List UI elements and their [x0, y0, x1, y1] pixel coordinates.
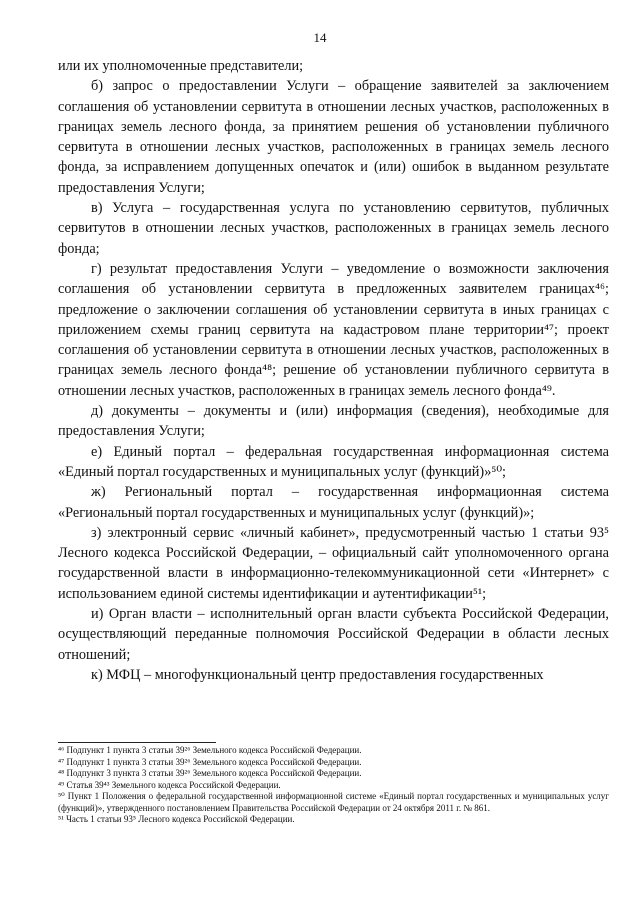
paragraph-i: и) Орган власти – исполнительный орган власти субъекта Российской Федерации, осуществляющий переданные полномочия Российской Федерации в области лесных отношений;: [58, 606, 609, 663]
footnotes: [58, 745, 609, 826]
footnote-separator: [58, 742, 216, 743]
footnote-47: ⁴⁷ Подпункт 1 пункта 3 статьи 39²⁶ Земельного кодекса Российской Федерации.: [58, 756, 362, 767]
paragraph-d: д) документы – документы и (или) информация (сведения), необходимые для предоставления Услуги;: [58, 403, 609, 440]
footnote-48: ⁴⁸ Подпункт 3 пункта 3 статьи 39²⁶ Земельного кодекса Российской Федерации.: [58, 768, 362, 778]
paragraph-continuation: или их уполномоченные представители;: [58, 58, 304, 74]
footnote-46: ⁴⁶ Подпункт 1 пункта 3 статьи 39²⁶ Земельного кодекса Российской Федерации.: [58, 745, 362, 755]
paragraph-g: г) результат предоставления Услуги – уведомление о возможности заключения соглашения об установлении сервитута в предложенных заявителем границах⁴⁶; предложение о заключении соглашения об установлении сервитута в иных границах с приложением схемы границ сервитута на кадастровом плане территории⁴⁷; проект соглашения об установлении сервитута в отношении лесных участков, расположенных в границах земель лесного фонда⁴⁸; решение об установлении публичного сервитута в отношении лесных участков, расположенных в границах земель лесного фонда⁴⁹.: [58, 260, 609, 399]
paragraph-v: в) Услуга – государственная услуга по установлению сервитутов, публичных сервитутов в отношении лесных участков, расположенных в границах земель лесного фонда;: [58, 200, 609, 257]
page-number: 14: [313, 30, 327, 45]
paragraph-z: з) электронный сервис «личный кабинет», предусмотренный частью 1 статьи 93⁵ Лесного кодекса Российской Федерации, – официальный сайт уполномоченного органа государственной власти в информационно-телекоммуникационной сети «Интернет» с использованием единой системы идентификации и аутентификации⁵¹;: [58, 524, 609, 602]
paragraph-zh: ж) Региональный портал – государственная информационная система «Региональный портал государственных и муниципальных услуг (функций)»;: [58, 484, 609, 521]
paragraph-e: е) Единый портал – федеральная государственная информационная система «Единый портал государственных и муниципальных услуг (функций)»⁵⁰;: [58, 443, 609, 480]
footnote-50: ⁵⁰ Пункт 1 Положения о федеральной государственной информационной системе «Единый портал государственных и муниципальных услуг (функций)», утвержденного постановлением Правительства Российской Федерации от 24 октября 2011 г. № 861.: [58, 791, 609, 813]
footnote-49: ⁴⁹ Статья 39⁴³ Земельного кодекса Российской Федерации.: [58, 779, 281, 790]
document-body: [58, 56, 609, 685]
paragraph-b: б) запрос о предоставлении Услуги – обращение заявителей за заключением соглашения об установлении сервитута в отношении лесных участков, расположенных в границах земель лесного фонда, за принятием решения об установлении публичного сервитута в отношении лесных участков, расположенных в границах земель лесного фонда, за исправлением допущенных опечаток и (или) ошибок в выданном результате предоставления Услуги;: [58, 78, 609, 196]
footnote-51: ⁵¹ Часть 1 статьи 93⁵ Лесного кодекса Российской Федерации.: [58, 814, 295, 824]
paragraph-k: к) МФЦ – многофункциональный центр предоставления государственных: [91, 666, 544, 683]
